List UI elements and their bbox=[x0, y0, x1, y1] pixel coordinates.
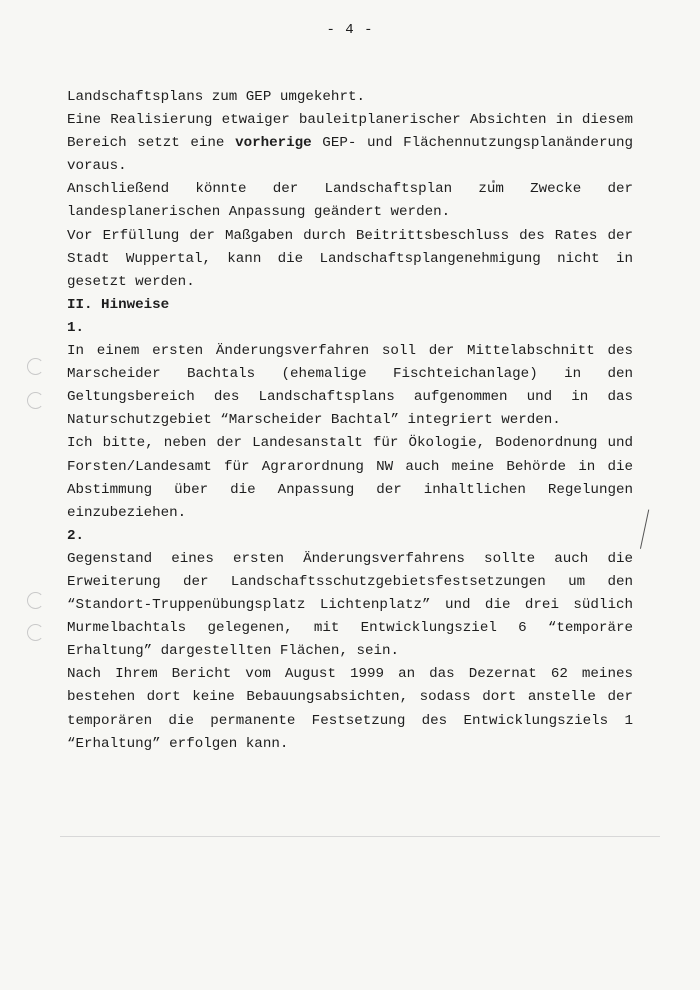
text-line: Ich bitte, neben der Landesanstalt für Ökologie, Bodenordnung und bbox=[67, 435, 633, 452]
text-line: voraus. bbox=[67, 158, 127, 175]
text-line: In einem ersten Änderungsverfahren soll der Mittelabschnitt des bbox=[67, 343, 633, 360]
text-line: gesetzt werden. bbox=[67, 273, 195, 290]
text-line: bestehen dort keine Bebauungsabsichten, sodass dort anstelle der bbox=[67, 689, 633, 706]
text-line: “Erhaltung” erfolgen kann. bbox=[67, 735, 289, 752]
text-line: Naturschutzgebiet “Marscheider Bachtal” integriert werden. bbox=[67, 412, 561, 429]
text-line: Stadt Wuppertal, kann die Landschaftsplangenehmigung nicht in bbox=[67, 250, 633, 267]
text-line: Geltungsbereich des Landschaftsplans aufgenommen und in das bbox=[67, 389, 633, 406]
text-line: Vor Erfüllung der Maßgaben durch Beitrittsbeschluss des Rates der bbox=[67, 227, 633, 244]
item-number: 1. bbox=[67, 319, 85, 336]
section-heading: II. Hinweise bbox=[67, 296, 170, 313]
text-line: Landschaftsplans zum GEP umgekehrt. bbox=[67, 89, 365, 105]
text-line: Bereich setzt eine vorherige GEP- und Flächennutzungsplanänderung bbox=[67, 135, 633, 152]
emphasis-text: vorherige bbox=[235, 135, 312, 152]
punch-hole-mark bbox=[27, 624, 44, 641]
item-number: 2. bbox=[67, 527, 85, 544]
punch-hole-mark bbox=[27, 592, 44, 609]
scan-line bbox=[60, 836, 660, 837]
handwritten-margin-mark bbox=[640, 510, 657, 551]
page-number: - 4 - bbox=[326, 22, 374, 38]
text-line: Nach Ihrem Bericht vom August 1999 an das Dezernat 62 meines bbox=[67, 666, 633, 683]
punch-hole-mark bbox=[27, 358, 44, 375]
text-line: Marscheider Bachtals (ehemalige Fischteichanlage) in den bbox=[67, 366, 633, 383]
text-line: Erweiterung der Landschaftsschutzgebietsfestsetzungen um den bbox=[67, 573, 633, 590]
text-line: Eine Realisierung etwaiger bauleitplanerischer Absichten in diesem bbox=[67, 112, 633, 129]
text-line: Murmelbachtals gelegenen, mit Entwicklungsziel 6 “temporäre bbox=[67, 620, 633, 637]
text-line: einzubeziehen. bbox=[67, 504, 187, 521]
text-line: Gegenstand eines ersten Änderungsverfahrens sollte auch die bbox=[67, 550, 633, 567]
text-line: Abstimmung über die Anpassung der inhaltlichen Regelungen bbox=[67, 481, 633, 498]
text-line: landesplanerischen Anpassung geändert werden. bbox=[67, 204, 451, 221]
text-line: Erhaltung” dargestellten Flächen, sein. bbox=[67, 643, 400, 660]
text-line: temporären die permanente Festsetzung des Entwicklungsziels 1 bbox=[67, 712, 633, 729]
text-line: Forsten/Landesamt für Agrarordnung NW auch meine Behörde in die bbox=[67, 458, 633, 475]
punch-hole-mark bbox=[27, 392, 44, 409]
text-line: “Standort-Truppenübungsplatz Lichtenplatz” und die drei südlich bbox=[67, 597, 633, 614]
document-body bbox=[67, 86, 633, 756]
text-line: Anschließend könnte der Landschaftsplan zum Zwecke der bbox=[67, 181, 633, 198]
